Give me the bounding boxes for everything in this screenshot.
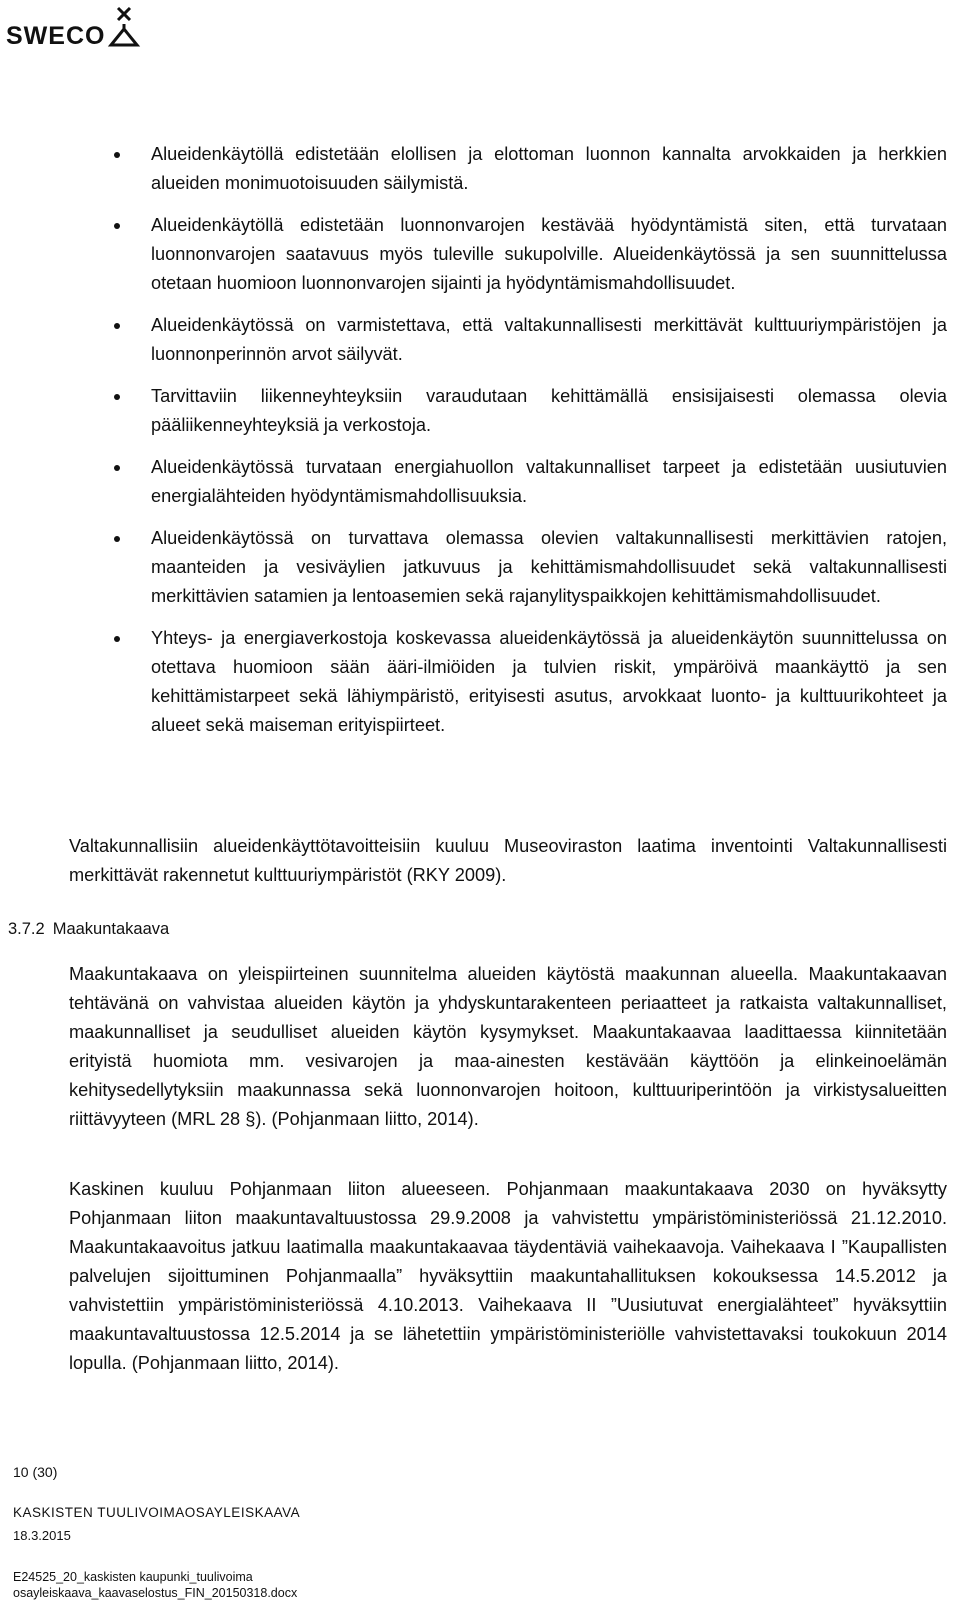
list-item-text: Alueidenkäytössä turvataan energiahuollon valtakunnalliset tarpeet ja edistetään uusiutuvien energialähteiden hyödyntämismahdollisuuksia. <box>151 457 947 506</box>
list-item-text: Alueidenkäytöllä edistetään luonnonvarojen kestävää hyödyntämistä siten, että turvataan luonnonvarojen saatavuus myös tuleville sukupolville. Alueidenkäytössä ja sen suunnittelussa otetaan huomioon luonnonvarojen sijainti ja hyödyntämismahdollisuudet. <box>151 215 947 293</box>
footer-file-line2: osayleiskaava_kaavaselostus_FIN_20150318.docx <box>13 1586 298 1600</box>
bullet-dot-icon <box>114 465 120 471</box>
footer-file-line1: E24525_20_kaskisten kaupunki_tuulivoima <box>13 1570 253 1584</box>
list-item <box>151 140 947 198</box>
maakuntakaava-paragraph: Maakuntakaava on yleispiirteinen suunnitelma alueiden käytöstä maakunnan alueella. Maakuntakaavan tehtävänä on vahvistaa alueiden käytön ja yhdyskuntarakenteen periaatteet ja ratkaista valtakunnalliset, maakunnalliset ja seudulliset alueiden käytön kysymykset. Maakuntakaavaa laadittaessa kiinnitetään erityistä huomiota mm. vesivarojen ja maa-ainesten kestävään käyttöön ja elinkeinoelämän kehitysedellytyksiin maakunnassa sekä luonnonvarojen hoitoon, kulttuuriperintöön ja virkistysalueitten riittävyyteen (MRL 28 §). (Pohjanmaan liitto, 2014). <box>69 964 947 1129</box>
list-item <box>151 524 947 611</box>
sweco-symbol-icon <box>111 8 137 45</box>
bullet-dot-icon <box>114 323 120 329</box>
bullet-list <box>0 140 960 740</box>
footer-doc-title: KASKISTEN TUULIVOIMAOSAYLEISKAAVA <box>13 1505 301 1520</box>
list-item <box>151 211 947 298</box>
bullet-dot-icon <box>114 636 120 642</box>
list-item-text: Alueidenkäytössä on varmistettava, että valtakunnallisesti merkittävät kulttuuriympäristöjen ja luonnonperinnön arvot säilyvät. <box>151 315 947 364</box>
section-title: Maakuntakaava <box>52 920 170 938</box>
list-item-text: Tarvittaviin liikenneyhteyksiin varaudutaan kehittämällä ensisijaisesti olemassa olevia pääliikenneyhteyksiä ja verkostoja. <box>151 386 947 435</box>
list-item-text: Alueidenkäytössä on turvattava olemassa olevien valtakunnallisesti merkittävien ratojen, maanteiden ja vesiväylien jatkuvuus ja kehittämismahdollisuudet sekä valtakunnallisesti merkittävien satamien ja lentoasemien sekä rajanylityspaikkojen kehittämismahdollisuudet. <box>151 528 947 606</box>
sweco-logo-mark <box>6 4 146 48</box>
logo-wordmark: SWECO <box>6 22 106 48</box>
list-item-text: Alueidenkäytöllä edistetään elollisen ja elottoman luonnon kannalta arvokkaiden ja herkkien alueiden monimuotoisuuden säilymistä. <box>151 144 947 193</box>
sweco-logo <box>6 4 146 48</box>
list-item-text: Yhteys- ja energiaverkostoja koskevassa alueidenkäytössä ja alueidenkäytön suunnittelussa on otettava huomioon sään ääri-ilmiöiden ja tulvien riskit, ympäröivä maankäyttö ja sen kehittämistarpeet sekä lähiympäristö, erityisesti asutus, arvokkaat luonto- ja kulttuurikohteet ja alueet sekä maiseman erityispiirteet. <box>151 628 947 735</box>
bullet-dot-icon <box>114 223 120 229</box>
list-item <box>151 453 947 511</box>
section-number: 3.7.2 <box>8 920 45 938</box>
bullet-dot-icon <box>114 394 120 400</box>
kaskinen-paragraph: Kaskinen kuuluu Pohjanmaan liiton alueeseen. Pohjanmaan maakuntakaava 2030 on hyväksytty Pohjanmaan liiton maakuntavaltuustossa 29.9.2008 ja vahvistettu ympäristöministeriössä 21.12.2010. Maakuntakaavoitus jatkuu laatimalla maakuntakaavaa täydentäviä vaihekaavoja. Vaihekaava I ”Kaupallisten palvelujen sijoittuminen Pohjanmaalla” hyväksyttiin maakuntahallituksen kokouksessa 14.5.2012 ja vahvistettiin ympäristöministeriössä 4.10.2013. Vaihekaava II ”Uusiutuvat energialähteet” hyväksyttiin maakuntavaltuustossa 12.5.2014 ja se lähetettiin ympäristöministeriölle vahvistettavaksi toukokuun 2014 lopulla. (Pohjanmaan liitto, 2014). <box>69 1179 947 1373</box>
section-heading <box>8 920 177 939</box>
bullet-dot-icon <box>114 536 120 542</box>
list-item <box>151 311 947 369</box>
footer-date: 18.3.2015 <box>13 1528 71 1543</box>
rky-paragraph: Valtakunnallisiin alueidenkäyttötavoitteisiin kuuluu Museoviraston laatima inventointi Valtakunnallisesti merkittävät rakennetut kulttuuriympäristöt (RKY 2009). <box>69 836 947 885</box>
bullet-dot-icon <box>114 152 120 158</box>
list-item <box>151 382 947 440</box>
list-item <box>151 624 947 740</box>
page-number: 10 (30) <box>13 1464 58 1480</box>
